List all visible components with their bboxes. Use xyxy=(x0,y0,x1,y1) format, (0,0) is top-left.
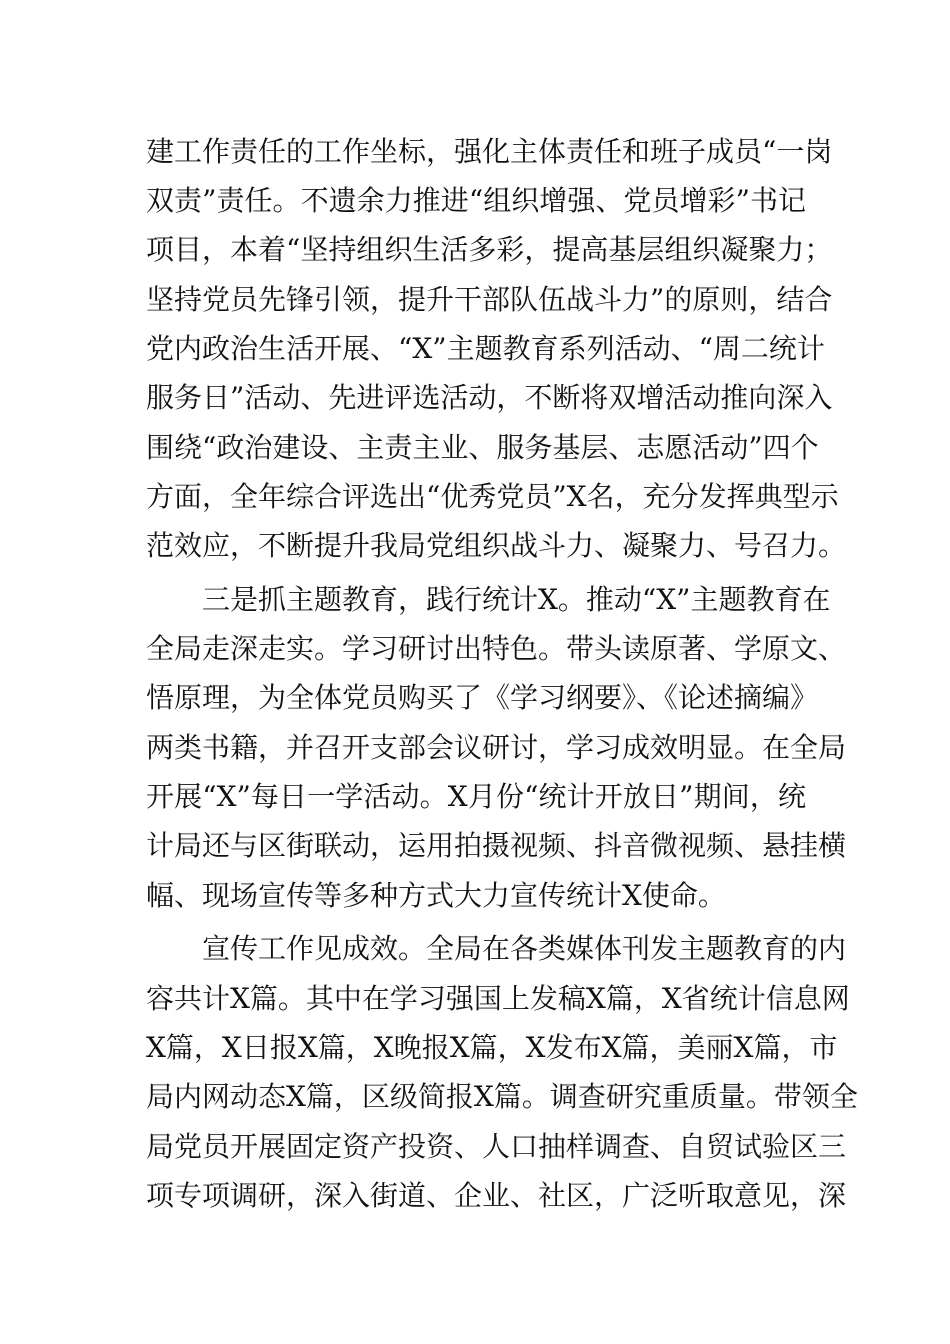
text-line: 宣传工作见成效。全局在各类媒体刊发主题教育的内 xyxy=(146,932,847,965)
text-line: 开展“X”每日一学活动。X月份“统计开放日”期间，统 xyxy=(146,780,806,813)
text-line: 三是抓主题教育，践行统计X。推动“X”主题教育在 xyxy=(146,583,831,616)
text-line: 坚持党员先锋引领，提升干部队伍战斗力”的原则，结合 xyxy=(146,283,833,316)
text-line: X篇，X日报X篇，X晚报X篇，X发布X篇，美丽X篇，市 xyxy=(146,1031,838,1064)
text-line: 局党员开展固定资产投资、人口抽样调查、自贸试验区三 xyxy=(146,1130,847,1163)
text-line: 范效应，不断提升我局党组织战斗力、凝聚力、号召力。 xyxy=(146,529,847,562)
text-line: 计局还与区街联动，运用拍摄视频、抖音微视频、悬挂横 xyxy=(146,829,847,862)
text-line: 项目，本着“坚持组织生活多彩，提高基层组织凝聚力； xyxy=(146,233,833,266)
text-line: 容共计X篇。其中在学习强国上发稿X篇，X省统计信息网 xyxy=(146,982,850,1015)
text-line: 两类书籍，并召开支部会议研讨，学习成效明显。在全局 xyxy=(146,731,847,764)
text-line: 围绕“政治建设、主责主业、服务基层、志愿活动”四个 xyxy=(146,431,819,464)
text-line: 建工作责任的工作坐标，强化主体责任和班子成员“一岗 xyxy=(146,135,833,168)
text-line: 党内政治生活开展、“X”主题教育系列活动、“周二统计 xyxy=(146,332,825,365)
text-line: 双责”责任。不遗余力推进“组织增强、党员增彩”书记 xyxy=(146,184,806,217)
text-line: 悟原理，为全体党员购买了《学习纲要》、《论述摘编》 xyxy=(146,681,819,714)
text-line: 服务日”活动、先进评选活动，不断将双增活动推向深入 xyxy=(146,381,833,414)
text-line: 幅、现场宣传等多种方式大力宣传统计X使命。 xyxy=(146,879,726,912)
text-line: 全局走深走实。学习研讨出特色。带头读原著、学原文、 xyxy=(146,632,847,665)
text-line: 局内网动态X篇，区级简报X篇。调查研究重质量。带领全 xyxy=(146,1080,858,1113)
text-line: 项专项调研，深入街道、企业、社区，广泛听取意见，深 xyxy=(146,1179,847,1212)
text-line: 方面，全年综合评选出“优秀党员”X名，充分发挥典型示 xyxy=(146,480,839,513)
